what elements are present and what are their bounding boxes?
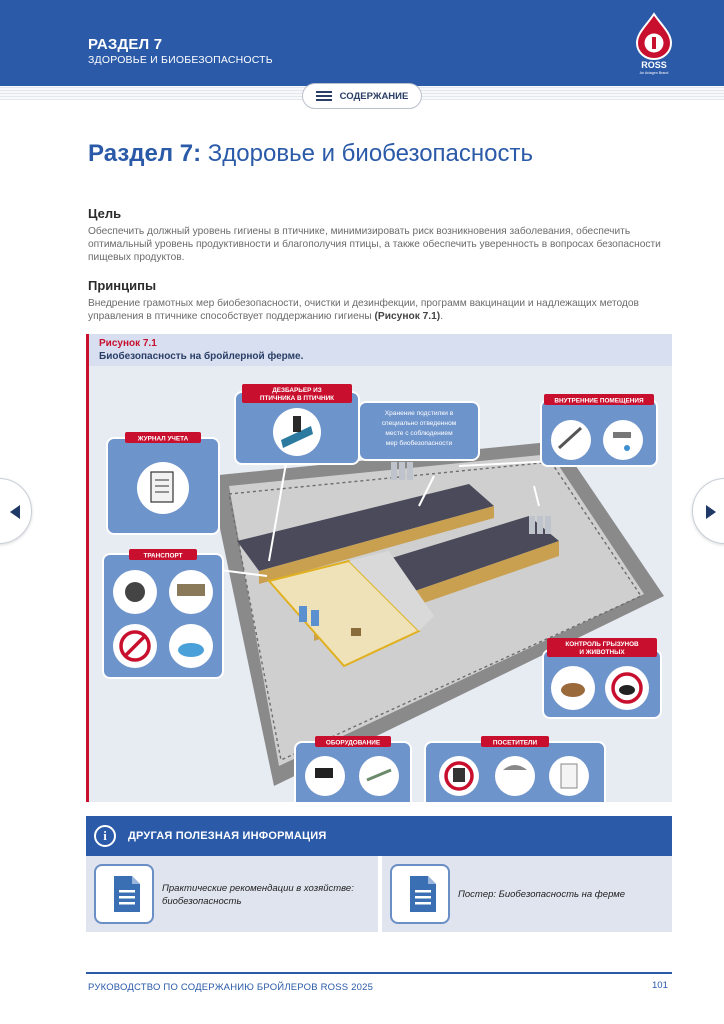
other-info-panel — [86, 816, 672, 932]
goal-text: Обеспечить должный уровень гигиены в птичнике, минимизировать риск возникновения заболевания, обеспечить оптимальный уровень продуктивности и благополучия птицы, а также обеспечить уверенность в вопросах безопасности пищевых продуктов. — [88, 226, 661, 263]
principles-text: Внедрение грамотных мер биобезопасности, очистки и дезинфекции, программ вакцинации и надлежащих методов управления в птичнике способствует поддержанию гигиены (Рисунок 7.1). — [88, 298, 639, 322]
section-subtitle: ЗДОРОВЬЕ И БИОБЕЗОПАСНОСТЬ — [88, 54, 273, 66]
section-label: РАЗДЕЛ 7 — [88, 36, 163, 53]
protective-clothing-icon — [561, 764, 577, 788]
wheel-icon — [125, 582, 145, 602]
label-disbarrier-2: ПТИЧНИКА В ПТИЧНИК — [259, 395, 335, 402]
page-number: 101 — [652, 980, 668, 991]
info-bar — [86, 816, 672, 856]
info-card-text: Постер: Биобезопасность на ферме — [458, 889, 626, 900]
document-icon — [94, 864, 154, 924]
figure-header — [89, 334, 672, 366]
next-page-button[interactable] — [692, 478, 724, 544]
label-rodents-2: И ЖИВОТНЫХ — [579, 649, 625, 656]
brand-tagline: An Aviagen Brand — [639, 71, 669, 75]
callout-visitors — [425, 736, 605, 802]
principles-heading: Принципы — [88, 278, 157, 293]
ross-logo — [628, 12, 680, 76]
shoe-cover-icon — [178, 643, 204, 657]
label-litter-2: специально отведенном — [381, 420, 457, 427]
label-visitors: ПОСЕТИТЕЛИ — [492, 739, 538, 747]
prev-page-button[interactable] — [0, 478, 32, 544]
info-icon: i — [94, 825, 116, 847]
callout-disbarrier — [235, 384, 359, 464]
callout-journal — [107, 432, 219, 534]
info-card-poster[interactable] — [382, 856, 672, 932]
page-header — [0, 0, 724, 86]
label-equipment: ОБОРУДОВАНИЕ — [325, 739, 381, 747]
label-rodents-1: КОНТРОЛЬ ГРЫЗУНОВ — [565, 641, 639, 648]
phone-icon — [315, 768, 333, 778]
arrow-right-icon — [706, 505, 716, 519]
info-card-text: Практические рекомендации в хозяйстве: биобезопасность — [162, 883, 354, 907]
document-icon — [390, 864, 450, 924]
label-litter-4: мер биобезопасности — [385, 440, 453, 447]
label-indoor: ВНУТРЕННИЕ ПОМЕЩЕНИЯ — [554, 397, 644, 405]
figure-7-1 — [86, 334, 672, 802]
label-litter-1: Хранение подстилки в — [384, 410, 454, 417]
footer-rule — [86, 972, 672, 974]
page-title: Раздел 7: Здоровье и биобезопасность — [88, 140, 533, 167]
callout-transport — [103, 549, 223, 678]
trailer-icon — [177, 584, 205, 596]
menu-icon — [316, 91, 332, 101]
clipboard-icon — [151, 472, 173, 502]
info-title: ДРУГАЯ ПОЛЕЗНАЯ ИНФОРМАЦИЯ — [128, 830, 327, 842]
tap-icon — [613, 432, 631, 438]
footer-title: РУКОВОДСТВО ПО СОДЕРЖАНИЮ БРОЙЛЕРОВ ROSS 2025 — [88, 982, 374, 993]
label-journal: ЖУРНАЛ УЧЕТА — [137, 435, 189, 443]
label-disbarrier-1: ДЕЗБАРЬЕР ИЗ — [272, 387, 322, 394]
brand-name: ROSS — [641, 60, 667, 70]
callout-litter — [359, 402, 479, 460]
label-litter-3: месте с соблюдением — [385, 430, 453, 437]
arrow-left-icon — [10, 505, 20, 519]
biosecurity-farm-illustration — [89, 366, 672, 802]
figure-caption: Биобезопасность на бройлерной ферме. — [99, 351, 304, 362]
callout-rodents — [543, 638, 661, 718]
label-transport: ТРАНСПОРТ — [143, 552, 183, 560]
goal-heading: Цель — [88, 206, 122, 221]
callout-indoor — [541, 394, 657, 466]
animals-icon — [561, 683, 585, 697]
toc-button[interactable] — [302, 83, 422, 109]
info-card-practical[interactable] — [86, 856, 378, 932]
figure-ref-link[interactable]: (Рисунок 7.1) — [374, 311, 441, 322]
callout-equipment — [295, 736, 411, 802]
toc-label: СОДЕРЖАНИЕ — [339, 90, 409, 102]
figure-number: Рисунок 7.1 — [99, 338, 157, 349]
